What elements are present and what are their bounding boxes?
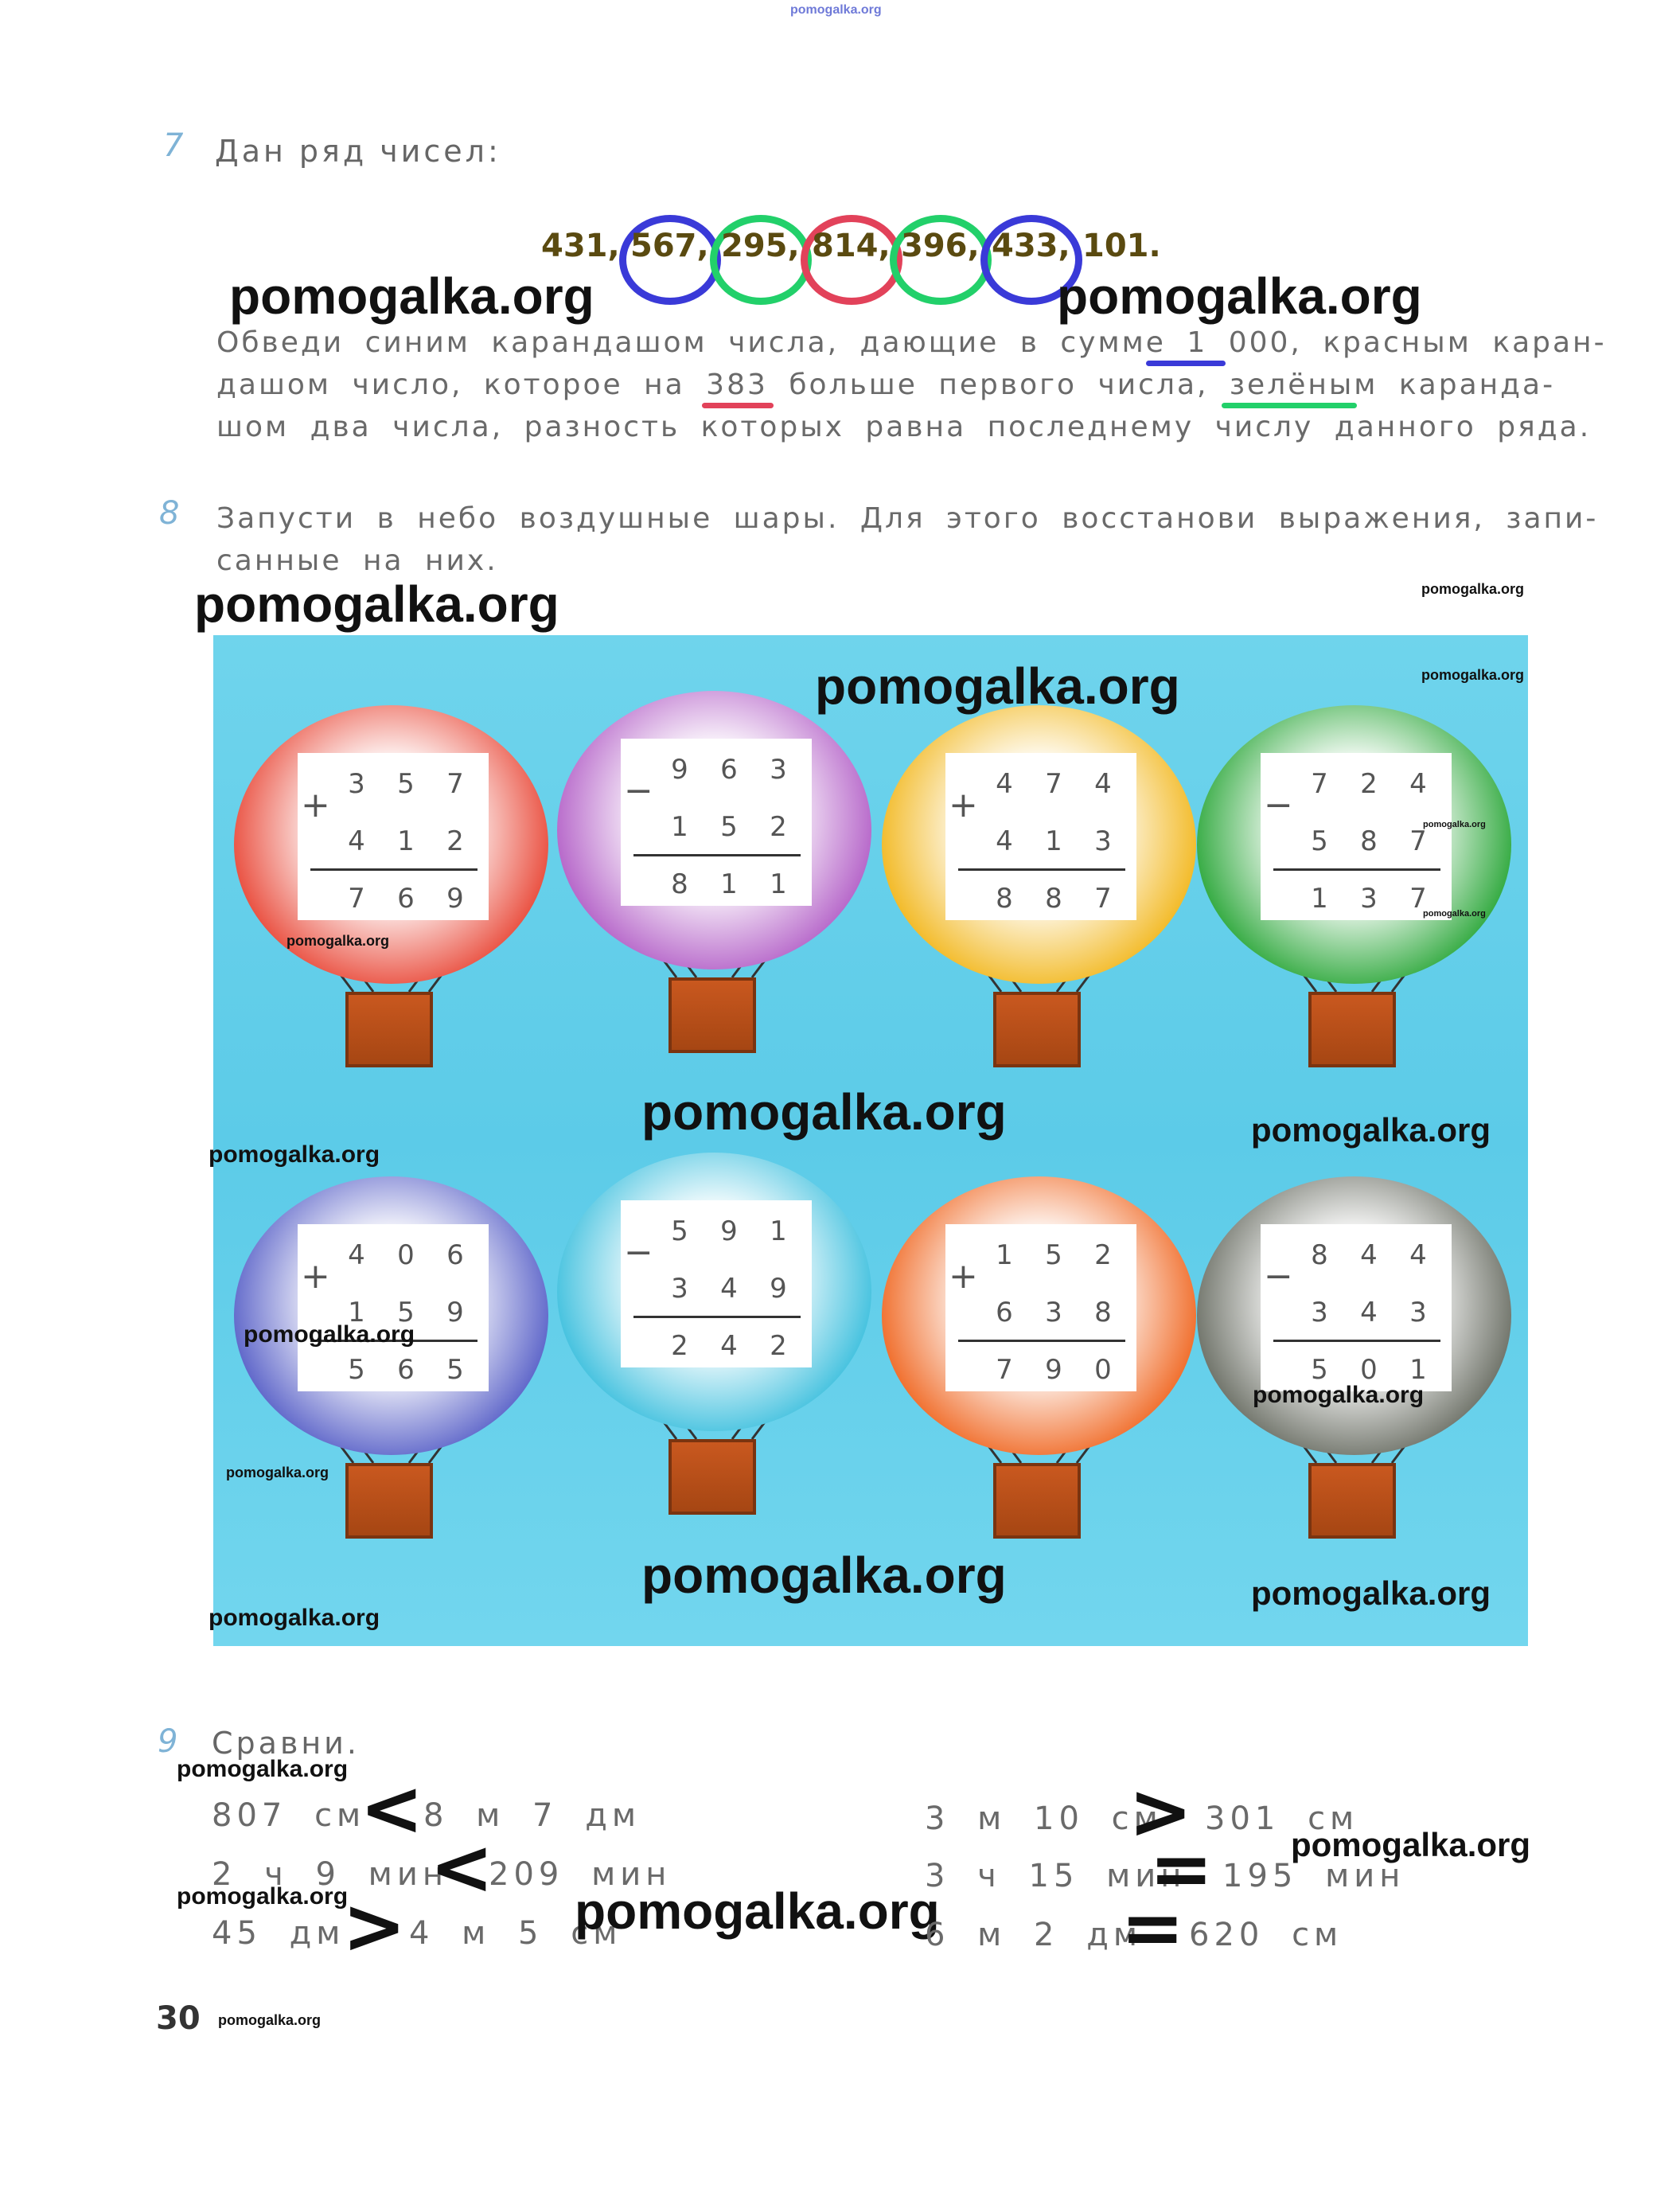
equation-card [945, 1224, 1136, 1391]
task8-number: 8 [159, 495, 180, 532]
digit: 6 [397, 1354, 415, 1386]
page-number: 30 [156, 2000, 201, 2037]
balloon-basket [993, 1463, 1081, 1539]
digit: 7 [1094, 883, 1112, 915]
balloon-basket [993, 992, 1081, 1067]
operator-sign: + [301, 1256, 330, 1297]
equation-line [1273, 1340, 1440, 1342]
digit: 7 [996, 1354, 1013, 1386]
digit: 4 [996, 768, 1013, 800]
digit: 9 [720, 1215, 738, 1247]
watermark: pomogalka.org [244, 1321, 415, 1348]
digit: 4 [348, 825, 365, 857]
compare-right: 209 мин [489, 1856, 672, 1893]
digit: 4 [1360, 1297, 1378, 1328]
digit: 9 [446, 883, 464, 915]
operator-sign: + [301, 785, 330, 825]
digit: 4 [1409, 1239, 1427, 1271]
balloon [557, 1153, 871, 1527]
equation-card [1261, 753, 1452, 920]
number-item: 814, [812, 228, 891, 264]
digit: 5 [1045, 1239, 1062, 1271]
equation-card [298, 753, 489, 920]
digit: 1 [1045, 825, 1062, 857]
digit: 1 [720, 868, 738, 900]
balloon [557, 691, 871, 1065]
compare-sign: = [1121, 1883, 1185, 1972]
equation-card [298, 1224, 489, 1391]
digit: 5 [1311, 825, 1328, 857]
watermark: pomogalka.org [177, 1756, 349, 1782]
compare-sign: < [360, 1764, 424, 1853]
watermark: pomogalka.org [575, 1882, 940, 1940]
operator-sign: − [624, 770, 653, 811]
operator-sign: − [1264, 785, 1293, 825]
task7-paragraph-line: шом два числа, разность которых равна последнему числу данного ряда. [216, 411, 1592, 443]
compare-left: 2 ч 9 мин [212, 1856, 448, 1893]
equation-card [621, 1200, 812, 1367]
digit: 1 [770, 868, 787, 900]
balloon-basket [668, 1439, 756, 1515]
compare-left: 6 м 2 дм [925, 1917, 1143, 1953]
balloon [882, 1176, 1196, 1551]
watermark: pomogalka.org [226, 1465, 329, 1480]
digit: 5 [397, 768, 415, 800]
digit: 4 [996, 825, 1013, 857]
digit: 6 [996, 1297, 1013, 1328]
digit: 9 [1045, 1354, 1062, 1386]
compare-right: 195 мин [1222, 1858, 1405, 1894]
digit: 3 [1360, 883, 1378, 915]
compare-right: 301 см [1205, 1800, 1359, 1837]
number-item: 396, [901, 228, 980, 264]
red-underline [702, 403, 774, 408]
compare-sign: > [1128, 1767, 1193, 1856]
digit: 5 [446, 1354, 464, 1386]
digit: 7 [348, 883, 365, 915]
equation-card [945, 753, 1136, 920]
digit: 9 [671, 754, 688, 786]
watermark: pomogalka.org [177, 1883, 349, 1910]
digit: 5 [720, 811, 738, 843]
digit: 1 [996, 1239, 1013, 1271]
digit: 1 [671, 811, 688, 843]
digit: 6 [397, 883, 415, 915]
digit: 0 [1360, 1354, 1378, 1386]
balloon [234, 1176, 548, 1551]
equation-line [633, 1316, 801, 1318]
compare-sign: = [1149, 1824, 1214, 1913]
digit: 3 [348, 768, 365, 800]
digit: 0 [397, 1239, 415, 1271]
compare-right: 620 см [1189, 1917, 1343, 1953]
digit: 6 [720, 754, 738, 786]
balloon-basket [1308, 992, 1396, 1067]
equation-card [621, 739, 812, 906]
digit: 8 [1360, 825, 1378, 857]
task7-number: 7 [163, 127, 184, 164]
green-underline [1222, 403, 1357, 408]
task8-paragraph-line: санные на них. [216, 544, 498, 577]
watermark: pomogalka.org [209, 1605, 380, 1631]
watermark: pomogalka.org [815, 657, 1180, 715]
digit: 3 [1094, 825, 1112, 857]
digit: 6 [446, 1239, 464, 1271]
digit: 2 [770, 811, 787, 843]
task9-title: Сравни. [212, 1726, 360, 1761]
task7-paragraph-line: дашом число, которое на 383 больше первого числа, зелёным каранда- [216, 369, 1556, 401]
equation-line [1273, 868, 1440, 871]
digit: 3 [1311, 1297, 1328, 1328]
watermark: pomogalka.org [1421, 667, 1525, 683]
watermark: pomogalka.org [286, 933, 390, 949]
watermark: pomogalka.org [1253, 1382, 1425, 1408]
digit: 5 [671, 1215, 688, 1247]
watermark: pomogalka.org [209, 1141, 380, 1168]
compare-right: 4 м 5 см [409, 1915, 622, 1952]
compare-left: 45 дм [212, 1915, 345, 1952]
digit: 1 [770, 1215, 787, 1247]
digit: 9 [770, 1273, 787, 1305]
digit: 1 [1311, 883, 1328, 915]
number-item: 101. [1082, 228, 1161, 264]
digit: 4 [1360, 1239, 1378, 1271]
task7-title: Дан ряд чисел: [215, 134, 501, 169]
task7-paragraph-line: Обведи синим карандашом числа, дающие в сумме 1 000, красным каран- [216, 326, 1607, 359]
compare-left: 3 ч 15 мин [925, 1858, 1187, 1894]
watermark: pomogalka.org [1421, 581, 1525, 597]
equation-line [633, 854, 801, 856]
digit: 3 [1409, 1297, 1427, 1328]
equation-line [958, 868, 1125, 871]
digit: 2 [770, 1330, 787, 1362]
digit: 8 [671, 868, 688, 900]
blue-underline [1146, 361, 1226, 366]
digit: 4 [348, 1239, 365, 1271]
digit: 9 [446, 1297, 464, 1328]
balloon [1197, 1176, 1511, 1551]
digit: 4 [1409, 768, 1427, 800]
operator-sign: + [949, 785, 978, 825]
watermark: pomogalka.org [194, 575, 559, 633]
watermark: pomogalka.org [1423, 820, 1486, 829]
digit: 2 [446, 825, 464, 857]
watermark: pomogalka.org [1291, 1826, 1531, 1863]
balloon [234, 705, 548, 1079]
digit: 0 [1094, 1354, 1112, 1386]
watermark: pomogalka.org [641, 1083, 1007, 1141]
digit: 7 [446, 768, 464, 800]
number-item: 433, [992, 228, 1070, 264]
operator-sign: + [949, 1256, 978, 1297]
digit: 5 [1311, 1354, 1328, 1386]
balloon [1197, 705, 1511, 1079]
task8-paragraph-line: Запусти в небо воздушные шары. Для этого восстанови выражения, запи- [216, 502, 1599, 535]
digit: 7 [1409, 883, 1427, 915]
digit: 3 [1045, 1297, 1062, 1328]
digit: 8 [1311, 1239, 1328, 1271]
digit: 4 [720, 1273, 738, 1305]
digit: 1 [348, 1297, 365, 1328]
operator-sign: − [1264, 1256, 1293, 1297]
digit: 4 [1094, 768, 1112, 800]
digit: 3 [671, 1273, 688, 1305]
digit: 7 [1045, 768, 1062, 800]
task9-number: 9 [158, 1723, 178, 1760]
number-item: 431, [541, 228, 620, 264]
digit: 2 [1360, 768, 1378, 800]
number-item: 567, [630, 228, 709, 264]
watermark: pomogalka.org [1251, 1111, 1491, 1149]
number-item: 295, [721, 228, 800, 264]
compare-sign: > [342, 1882, 407, 1971]
equation-line [310, 868, 477, 871]
digit: 1 [1409, 1354, 1427, 1386]
digit: 3 [770, 754, 787, 786]
digit: 5 [397, 1297, 415, 1328]
compare-left: 807 см [212, 1797, 366, 1834]
compare-sign: < [430, 1823, 494, 1912]
digit: 8 [996, 883, 1013, 915]
watermark: pomogalka.org [218, 2012, 322, 2028]
balloon-basket [1308, 1463, 1396, 1539]
digit: 7 [1409, 825, 1427, 857]
balloon-basket [668, 977, 756, 1053]
watermark: pomogalka.org [641, 1547, 1007, 1604]
balloon-basket [345, 1463, 433, 1539]
compare-left: 3 м 10 см [925, 1800, 1163, 1837]
digit: 7 [1311, 768, 1328, 800]
equation-card [1261, 1224, 1452, 1391]
digit: 2 [1094, 1239, 1112, 1271]
equation-line [958, 1340, 1125, 1342]
digit: 1 [397, 825, 415, 857]
digit: 4 [720, 1330, 738, 1362]
watermark: pomogalka.org [229, 267, 594, 325]
operator-sign: − [624, 1232, 653, 1273]
compare-right: 8 м 7 дм [423, 1797, 641, 1834]
digit: 2 [671, 1330, 688, 1362]
watermark: pomogalka.org [1423, 909, 1486, 919]
watermark-top: pomogalka.org [790, 3, 882, 17]
digit: 8 [1045, 883, 1062, 915]
watermark: pomogalka.org [1251, 1574, 1491, 1612]
balloon-basket [345, 992, 433, 1067]
balloon [882, 705, 1196, 1079]
digit: 8 [1094, 1297, 1112, 1328]
digit: 5 [348, 1354, 365, 1386]
watermark: pomogalka.org [1057, 267, 1422, 325]
